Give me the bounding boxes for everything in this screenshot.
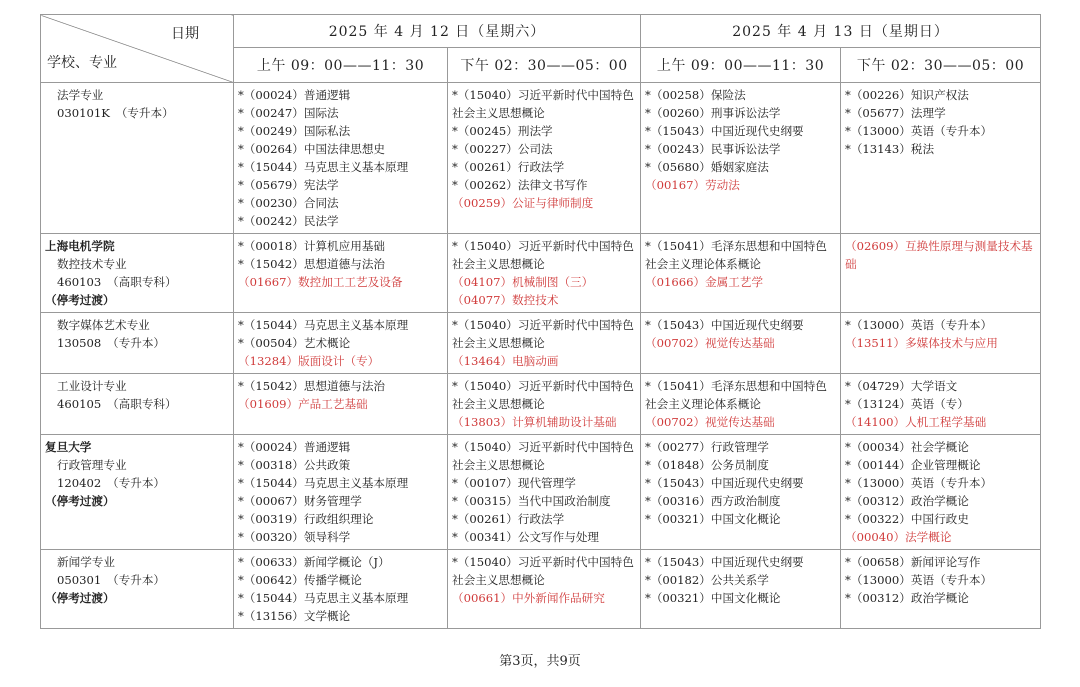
course-item: *（13000）英语（专升本）: [845, 476, 993, 490]
course-item: *（00316）西方政治制度: [645, 494, 781, 508]
course-item: （14100）人机工程学基础: [845, 415, 987, 429]
course-item: （02609）互换性原理与测量技术基础: [845, 239, 1033, 271]
transition-note: （停考过渡）: [45, 591, 115, 605]
course-item: *（00321）中国文化概论: [645, 591, 781, 605]
course-item: *（00260）刑事诉讼法学: [645, 106, 781, 120]
table-row: [41, 435, 1041, 550]
session-cell-s4: [841, 550, 1041, 629]
major-code: 460103 （高职专科）: [57, 275, 177, 289]
course-item: （13464）电脑动画: [452, 354, 559, 368]
major-name: 法学专业: [57, 88, 104, 102]
school-name: 复旦大学: [45, 440, 92, 454]
session-cell-s1: [234, 374, 448, 435]
course-item: *（00320）领导科学: [238, 530, 351, 544]
course-item: *（00658）新闻评论写作: [845, 555, 981, 569]
course-item: *（13143）税法: [845, 142, 935, 156]
page-number: 第3页，共9页: [499, 654, 581, 669]
course-item: *（05680）婚姻家庭法: [645, 160, 769, 174]
course-item: *（15043）中国近现代史纲要: [645, 476, 804, 490]
course-item: （13803）计算机辅助设计基础: [452, 415, 617, 429]
course-item: （01666）金属工艺学: [645, 275, 764, 289]
session-cell-s3: [641, 313, 841, 374]
course-item: （00167）劳动法: [645, 178, 740, 192]
course-item: （00702）视觉传达基础: [645, 336, 775, 350]
course-item: *（15043）中国近现代史纲要: [645, 124, 804, 138]
major-name: 新闻学专业: [57, 555, 115, 569]
course-item: *（15044）马克思主义基本原理: [238, 591, 409, 605]
session-cell-s1: [234, 435, 448, 550]
school-major-label: 学校、专业: [47, 55, 117, 71]
course-item: *（00318）公共政策: [238, 458, 351, 472]
program-cell: [41, 313, 234, 374]
course-item: *（00242）民法学: [238, 214, 339, 228]
course-item: *（15040）习近平新时代中国特色社会主义思想概论: [452, 239, 634, 271]
session-cell-s4: [841, 83, 1041, 234]
course-item: *（00107）现代管理学: [452, 476, 576, 490]
course-item: （00040）法学概论: [845, 530, 952, 544]
course-item: *（13156）文学概论: [238, 609, 351, 623]
day2-header: 2025 年 4 月 13 日（星期日）: [641, 15, 1041, 48]
course-item: *（00067）财务管理学: [238, 494, 362, 508]
major-code: 460105 （高职专科）: [57, 397, 177, 411]
table-row: [41, 234, 1041, 313]
course-item: *（15041）毛泽东思想和中国特色社会主义理论体系概论: [645, 379, 827, 411]
course-item: *（13000）英语（专升本）: [845, 318, 993, 332]
course-item: *（15044）马克思主义基本原理: [238, 318, 409, 332]
major-name: 行政管理专业: [57, 458, 127, 472]
course-item: *（05679）宪法学: [238, 178, 339, 192]
course-item: （00661）中外新闻作品研究: [452, 591, 605, 605]
exam-schedule-table: [40, 14, 1041, 629]
course-item: *（13000）英语（专升本）: [845, 124, 993, 138]
day1-am-header: 上午 09：00——11：30: [234, 48, 448, 83]
course-item: *（00321）中国文化概论: [645, 512, 781, 526]
session-cell-s3: [641, 435, 841, 550]
course-item: *（15042）思想道德与法治: [238, 379, 386, 393]
course-item: *（00243）民事诉讼法学: [645, 142, 781, 156]
course-item: （01609）产品工艺基础: [238, 397, 368, 411]
session-cell-s2: [448, 374, 641, 435]
session-cell-s1: [234, 83, 448, 234]
session-cell-s3: [641, 550, 841, 629]
course-item: （13284）版面设计（专）: [238, 354, 380, 368]
transition-note: （停考过渡）: [45, 494, 115, 508]
major-code: 030101K （专升本）: [57, 106, 174, 120]
course-item: *（13000）英语（专升本）: [845, 573, 993, 587]
course-item: *（00341）公文写作与处理: [452, 530, 600, 544]
course-item: *（00182）公共关系学: [645, 573, 769, 587]
course-item: （00702）视觉传达基础: [645, 415, 775, 429]
course-item: *（00024）普通逻辑: [238, 440, 351, 454]
course-item: （04077）数控技术: [452, 293, 559, 307]
table-row: [41, 550, 1041, 629]
session-cell-s4: [841, 435, 1041, 550]
course-item: *（00261）行政法学: [452, 512, 565, 526]
course-item: *（00144）企业管理概论: [845, 458, 981, 472]
course-item: *（15040）习近平新时代中国特色社会主义思想概论: [452, 318, 634, 350]
major-code: 050301 （专升本）: [57, 573, 166, 587]
course-item: *（00312）政治学概论: [845, 494, 969, 508]
course-item: *（00642）传播学概论: [238, 573, 362, 587]
course-item: *（00319）行政组织理论: [238, 512, 374, 526]
major-code: 130508 （专升本）: [57, 336, 166, 350]
course-item: *（00249）国际私法: [238, 124, 351, 138]
table-row: [41, 313, 1041, 374]
course-item: *（00227）公司法: [452, 142, 553, 156]
course-item: *（15040）习近平新时代中国特色社会主义思想概论: [452, 555, 634, 587]
course-item: *（00024）普通逻辑: [238, 88, 351, 102]
course-item: *（00247）国际法: [238, 106, 339, 120]
course-item: *（00633）新闻学概论（J）: [238, 555, 390, 569]
course-item: *（00230）合同法: [238, 196, 339, 210]
session-cell-s4: [841, 234, 1041, 313]
session-cell-s4: [841, 374, 1041, 435]
major-name: 工业设计专业: [57, 379, 127, 393]
course-item: *（15043）中国近现代史纲要: [645, 318, 804, 332]
course-item: *（15042）思想道德与法治: [238, 257, 386, 271]
course-item: *（15044）马克思主义基本原理: [238, 476, 409, 490]
course-item: *（00322）中国行政史: [845, 512, 969, 526]
program-cell: [41, 234, 234, 313]
course-item: *（15040）习近平新时代中国特色社会主义思想概论: [452, 88, 634, 120]
day2-pm-header: 下午 02：30——05：00: [841, 48, 1041, 83]
program-cell: [41, 435, 234, 550]
day1-pm-header: 下午 02：30——05：00: [448, 48, 641, 83]
session-cell-s1: [234, 550, 448, 629]
course-item: *（00315）当代中国政治制度: [452, 494, 611, 508]
course-item: *（00018）计算机应用基础: [238, 239, 386, 253]
course-item: *（01848）公务员制度: [645, 458, 769, 472]
course-item: *（00258）保险法: [645, 88, 746, 102]
session-cell-s3: [641, 374, 841, 435]
session-cell-s2: [448, 313, 641, 374]
major-name: 数控技术专业: [57, 257, 127, 271]
date-label: 日期: [171, 26, 199, 42]
session-cell-s3: [641, 83, 841, 234]
program-cell: [41, 550, 234, 629]
session-cell-s2: [448, 234, 641, 313]
course-item: *（15040）习近平新时代中国特色社会主义思想概论: [452, 379, 634, 411]
schedule-body: [41, 83, 1041, 629]
course-item: *（00261）行政法学: [452, 160, 565, 174]
major-code: 120402 （专升本）: [57, 476, 166, 490]
course-item: *（05677）法理学: [845, 106, 946, 120]
transition-note: （停考过渡）: [45, 293, 115, 307]
course-item: *（00277）行政管理学: [645, 440, 769, 454]
course-item: *（15044）马克思主义基本原理: [238, 160, 409, 174]
table-row: [41, 83, 1041, 234]
course-item: *（00264）中国法律思想史: [238, 142, 386, 156]
session-cell-s1: [234, 234, 448, 313]
course-item: *（15040）习近平新时代中国特色社会主义思想概论: [452, 440, 634, 472]
day1-header: 2025 年 4 月 12 日（星期六）: [234, 15, 641, 48]
course-item: （13511）多媒体技术与应用: [845, 336, 998, 350]
program-cell: [41, 83, 234, 234]
session-cell-s2: [448, 550, 641, 629]
course-item: *（15043）中国近现代史纲要: [645, 555, 804, 569]
course-item: *（00262）法律文书写作: [452, 178, 588, 192]
course-item: *（00245）刑法学: [452, 124, 553, 138]
course-item: *（00504）艺术概论: [238, 336, 351, 350]
session-cell-s4: [841, 313, 1041, 374]
session-cell-s2: [448, 435, 641, 550]
major-name: 数字媒体艺术专业: [57, 318, 150, 332]
day2-am-header: 上午 09：00——11：30: [641, 48, 841, 83]
course-item: *（00312）政治学概论: [845, 591, 969, 605]
table-row: [41, 374, 1041, 435]
course-item: *（13124）英语（专）: [845, 397, 969, 411]
course-item: （04107）机械制图（三）: [452, 275, 594, 289]
course-item: *（04729）大学语文: [845, 379, 958, 393]
course-item: *（00034）社会学概论: [845, 440, 969, 454]
school-name: 上海电机学院: [45, 239, 115, 253]
course-item: （00259）公证与律师制度: [452, 196, 594, 210]
course-item: （01667）数控加工工艺及设备: [238, 275, 403, 289]
program-cell: [41, 374, 234, 435]
session-cell-s2: [448, 83, 641, 234]
session-cell-s3: [641, 234, 841, 313]
course-item: *（00226）知识产权法: [845, 88, 969, 102]
header-diagonal-cell: [41, 15, 234, 83]
course-item: *（15041）毛泽东思想和中国特色社会主义理论体系概论: [645, 239, 827, 271]
session-cell-s1: [234, 313, 448, 374]
